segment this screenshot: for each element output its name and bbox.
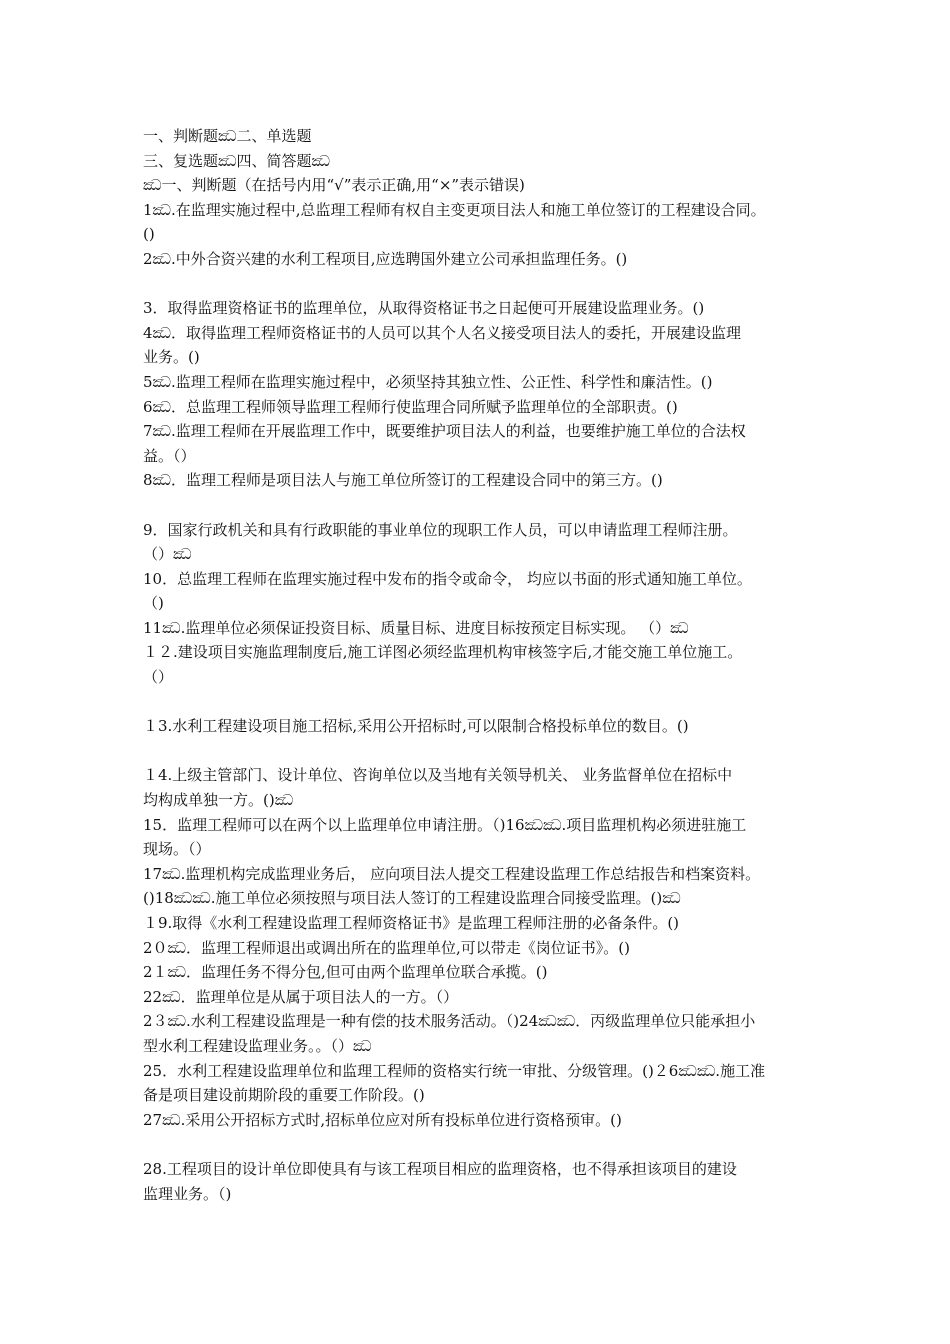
text-line: 监理业务。（) bbox=[143, 1184, 232, 1203]
text-line: 益。（） bbox=[143, 446, 196, 465]
text-line: 一、判断题ඣ二、单选题 bbox=[143, 127, 312, 145]
text-line: 15．监理工程师可以在两个以上监理单位申请注册。（)16ඣඣ.项目监理机构必须进驻施工 bbox=[143, 815, 747, 834]
text-line: 型水利工程建设监理业务。。（）ඣ bbox=[143, 1036, 372, 1055]
text-line: 2ඣ.中外合资兴建的水利工程项目,应选聘国外建立公司承担监理任务。() bbox=[143, 249, 628, 268]
text-line: 业务。() bbox=[143, 348, 200, 367]
text-line: １２.建设项目实施监理制度后,施工详图必须经监理机构审核签字后,才能交施工单位施工。 bbox=[143, 643, 743, 662]
text-line: () bbox=[143, 225, 155, 244]
text-line: 11ඣ.监理单位必须保证投资目标、质量目标、进度目标按预定目标实现。 （）ඣ bbox=[143, 618, 689, 637]
text-line: 10．总监理工程师在监理实施过程中发布的指令或命令， 均应以书面的形式通知施工单位。 bbox=[143, 569, 752, 588]
text-line: （) bbox=[143, 594, 164, 613]
text-line: １3.水利工程建设项目施工招标,采用公开招标时,可以限制合格投标单位的数目。() bbox=[143, 717, 689, 736]
text-line: 5ඣ.监理工程师在监理实施过程中，必须坚持其独立性、公正性、科学性和廉洁性。() bbox=[143, 372, 713, 391]
text-line: 6ඣ．总监理工程师领导监理工程师行使监理合同所赋予监理单位的全部职责。() bbox=[143, 397, 678, 416]
text-line: 1ඣ.在监理实施过程中,总监理工程师有权自主变更项目法人和施工单位签订的工程建设合同。 bbox=[143, 200, 766, 219]
text-line: 25．水利工程建设监理单位和监理工程师的资格实行统一审批、分级管理。()２6ඣඣ.施工准 bbox=[143, 1061, 766, 1080]
blank-line bbox=[143, 739, 823, 764]
text-line: 7ඣ.监理工程师在开展监理工作中，既要维护项目法人的利益，也要维护施工单位的合法权 bbox=[143, 422, 746, 441]
text-line: 22ඣ．监理单位是从属于项目法人的一方。（） bbox=[143, 987, 459, 1006]
text-line: 8ඣ．监理工程师是项目法人与施工单位所签订的工程建设合同中的第三方。() bbox=[143, 471, 663, 490]
text-line: 三、复选题ඣ四、简答题ඣ bbox=[143, 151, 330, 170]
text-line: 17ඣ.监理机构完成监理业务后， 应向项目法人提交工程建设监理工作总结报告和档案资料。 bbox=[143, 864, 761, 883]
text-line: 备是项目建设前期阶段的重要工作阶段。() bbox=[143, 1086, 425, 1105]
text-line: 4ඣ．取得监理工程师资格证书的人员可以其个人名义接受项目法人的委托，开展建设监理 bbox=[143, 323, 742, 342]
text-line: 27ඣ.采用公开招标方式时,招标单位应对所有投标单位进行资格预审。() bbox=[143, 1110, 622, 1129]
blank-line bbox=[143, 493, 823, 518]
text-line: 均构成单独一方。()ඣ bbox=[143, 791, 294, 810]
text-line: １9.取得《水利工程建设监理工程师资格证书》是监理工程师注册的必备条件。() bbox=[143, 914, 680, 932]
text-line: 3．取得监理资格证书的监理单位，从取得资格证书之日起便可开展建设监理业务。() bbox=[143, 299, 705, 318]
text-line: 9．国家行政机关和具有行政职能的事业单位的现职工作人员，可以申请监理工程师注册。 bbox=[143, 520, 738, 539]
text-line: （） bbox=[143, 668, 174, 687]
text-line: 2１ඣ．监理任务不得分包,但可由两个监理单位联合承揽。() bbox=[143, 963, 548, 982]
document-body bbox=[143, 124, 823, 1206]
text-line: 2０ඣ．监理工程师退出或调出所在的监理单位,可以带走《岗位证书》。() bbox=[143, 938, 630, 957]
text-line: （）ඣ bbox=[143, 545, 192, 564]
text-line: 2３ඣ.水利工程建设监理是一种有偿的技术服务活动。（)24ඣඣ．丙级监理单位只能承担小 bbox=[143, 1012, 756, 1031]
blank-line bbox=[143, 1132, 823, 1157]
text-line: ඣ一、判断题（在括号内用“√”表示正确,用“×”表示错误) bbox=[143, 176, 525, 195]
text-line: 现场。（） bbox=[143, 840, 211, 859]
blank-line bbox=[143, 690, 823, 715]
blank-line bbox=[143, 272, 823, 297]
text-line: １4.上级主管部门、设计单位、咨询单位以及当地有关领导机关、 业务监督单位在招标中 bbox=[143, 766, 733, 785]
text-line: 28.工程项目的设计单位即使具有与该工程项目相应的监理资格，也不得承担该项目的建设 bbox=[143, 1159, 737, 1178]
text-line: ()18ඣඣ.施工单位必须按照与项目法人签订的工程建设监理合同接受监理。()ඣ bbox=[143, 889, 681, 908]
